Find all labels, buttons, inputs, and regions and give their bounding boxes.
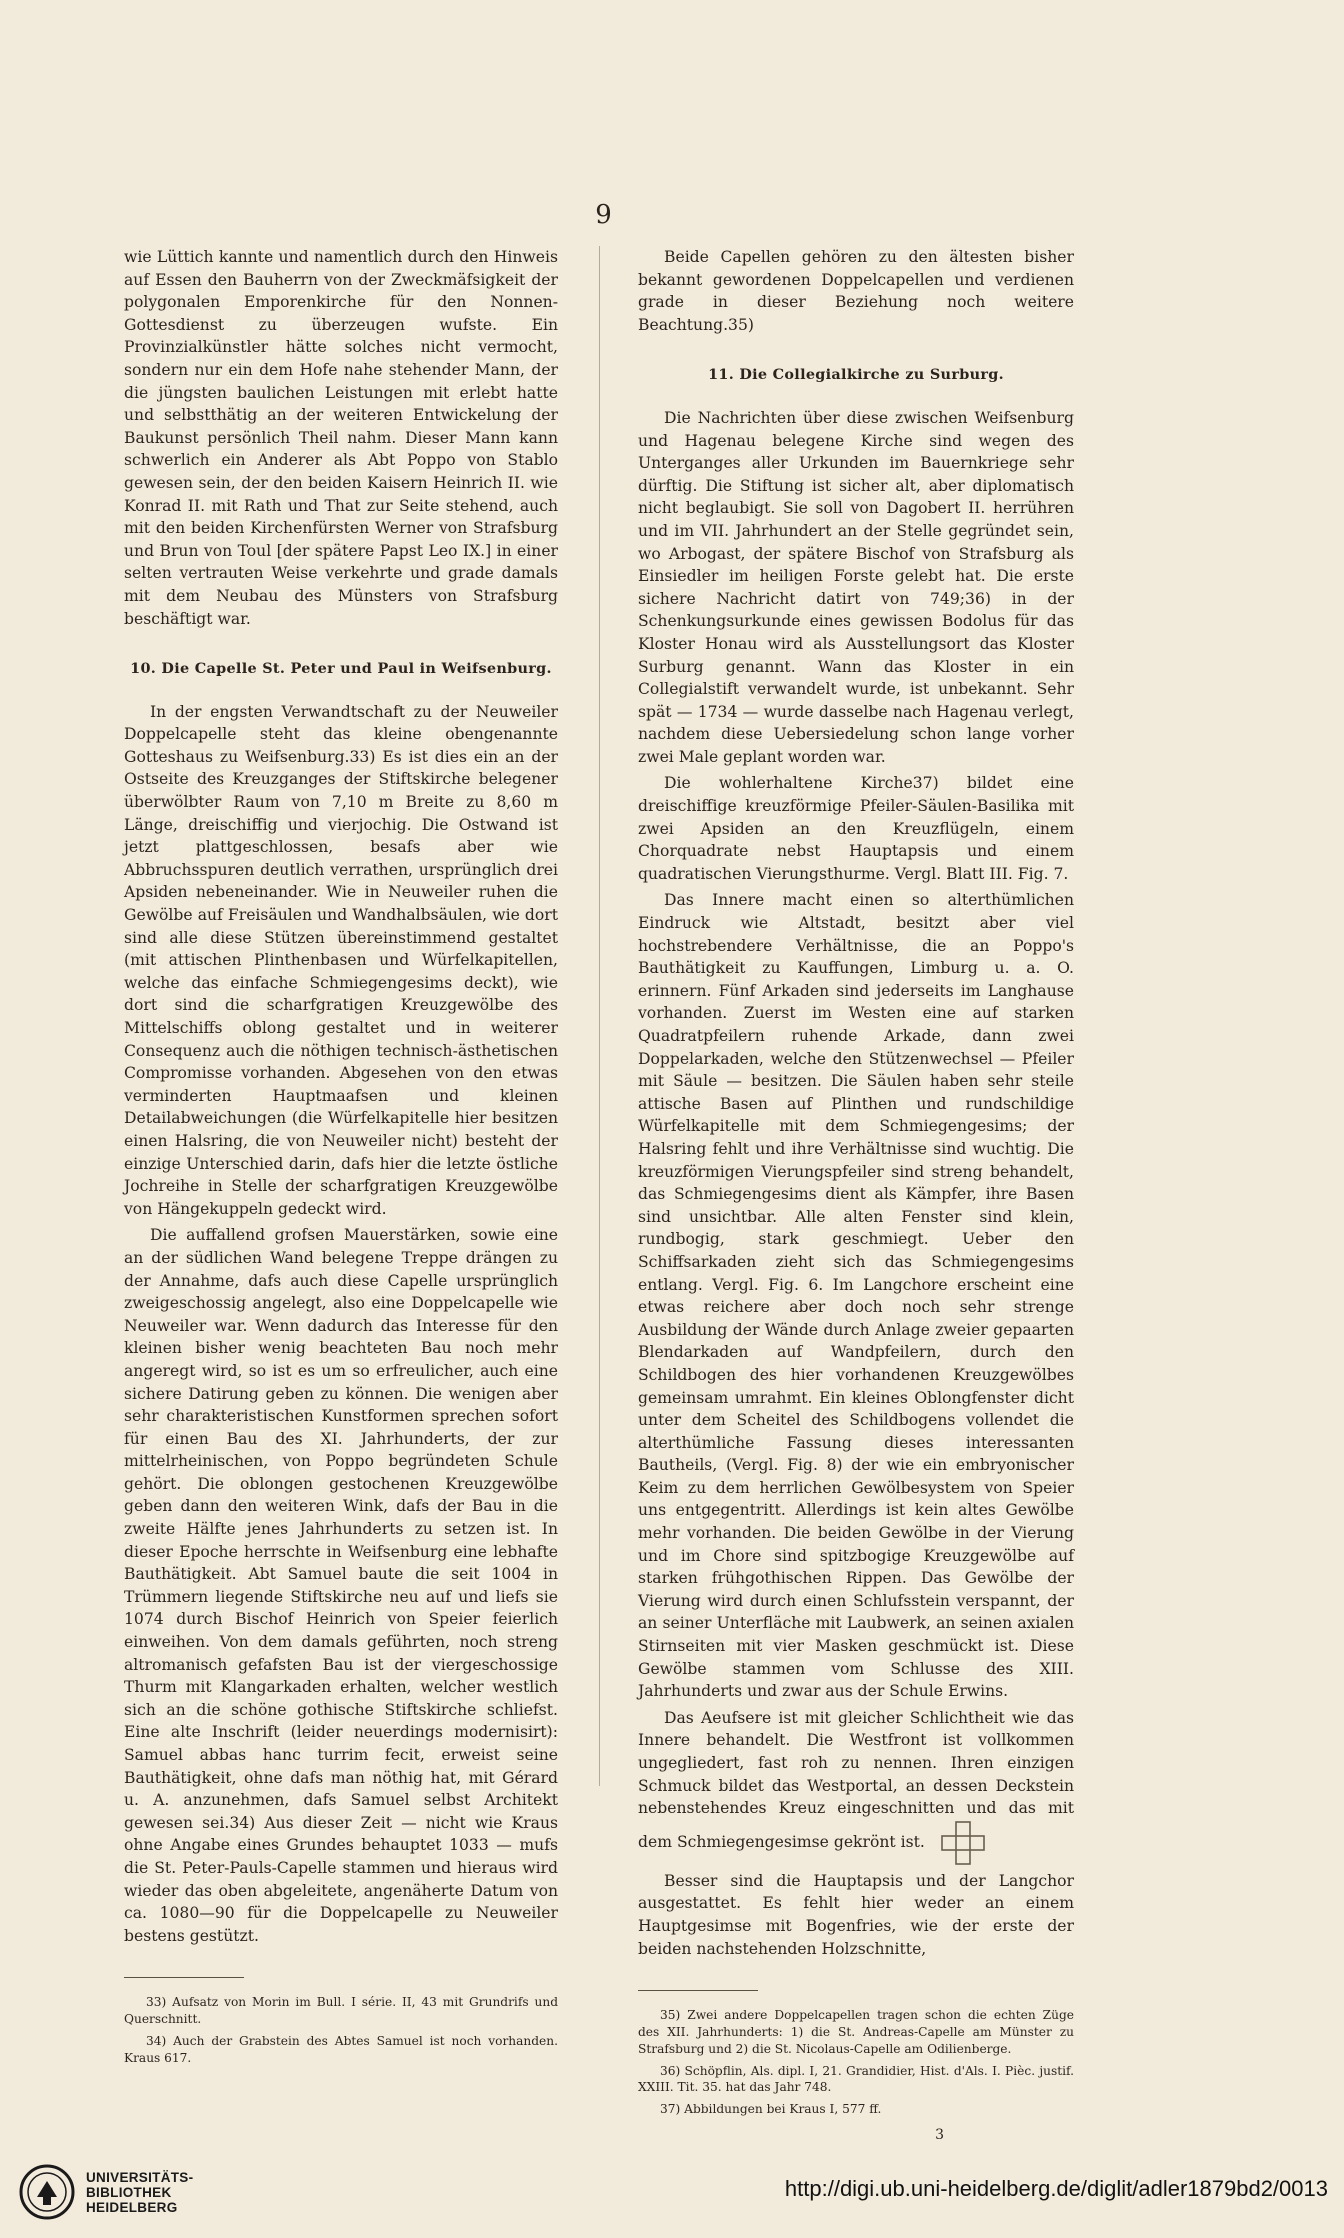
body-paragraph: Das Innere macht einen so alterthümlichen Eindruck wie Altstadt, besitzt aber viel hochstrebendere Verhältnisse, die an Poppo's Bauthätigkeit zu Kauffungen, Limburg u. a. O. erinnern. Fünf Arkaden sind jederseits im Langhause vorhanden. Zuerst im Westen eine auf starken Quadratpfeilern ruhende Arkade, dann zwei Doppelarkaden, welche den Stützenwechsel — Pfeiler mit Säule — besitzen. Die Säulen haben sehr steile attische Basen auf Plinthen und rundschildige Würfelkapitelle mit dem Schmiegengesims; der Halsring fehlt und ihre Verhältnisse sind wuchtig. Die kreuzförmigen Vierungspfeiler sind streng behandelt, das Schmiegengesims dient als Kämpfer, ihre Basen sind unsichtbar. Alle alten Fenster sind klein, rundbogig, stark geschmiegt. Ueber den Schiffsarkaden zieht sich das Schmiegengesims entlang. Vergl. Fig. 6. Im Langchore erscheint eine etwas reichere aber doch noch sehr strenge Ausbildung der Wände durch Anlage zweier gepaarten Blendarkaden auf Wandpfeilern, durch den Schildbogen des hier vorhandenen Kreuzgewölbes gemeinsam umrahmt. Ein kleines Oblongfenster dicht unter dem Scheitel des Schildbogens vollendet die alterthümliche Fassung dieses interessanten Bautheils, (Vergl. Fig. 8) der wie ein embryonischer Keim zu dem herrlichen Gewölbesystem von Speier uns entgegentritt. Allerdings ist kein altes Gewölbe mehr vorhanden. Die beiden Gewölbe in der Vierung und im Chore sind spitzbogige Kreuzgewölbe auf starken frühgothischen Rippen. Das Gewölbe der Vierung wird durch einen Schlufsstein verspannt, der an seiner Unterfläche mit Laubwerk, an seinen axialen Stirnseiten mit vier Masken geschmückt ist. Diese Gewölbe stammen vom Schlusse des XIII. Jahrhunderts und zwar aus der Schule Erwins. [638,891,1074,1701]
footnote: 36) Schöpflin, Als. dipl. I, 21. Grandidier, Hist. d'Als. I. Pièc. justif. XXIII. Tit. 35. hat das Jahr 748. [638,2063,1074,2095]
column-divider [599,246,600,1786]
footnote: 34) Auch der Grabstein des Abtes Samuel ist noch vorhanden. Kraus 617. [124,2033,558,2065]
body-paragraph: In der engsten Verwandtschaft zu der Neuweiler Doppelcapelle steht das kleine obengenannte Gotteshaus zu Weifsenburg.33) Es ist dies ein an der Ostseite des Kreuzganges der Stiftskirche belegener überwölbter Raum von 7,10 m Breite zu 8,60 m Länge, dreischiffig und vierjochig. Die Ostwand ist jetzt plattgeschlossen, besafs aber wie Abbruchsspuren deutlich verrathen, ursprünglich drei Apsiden nebeneinander. Wie in Neuweiler ruhen die Gewölbe auf Freisäulen und Wandhalbsäulen, wie dort sind alle diese Stützen übereinstimmend gestaltet (mit attischen Plinthenbasen und Würfelkapitellen, welche das einfache Schmiegengesims deckt), wie dort sind die scharfgratigen Kreuzgewölbe des Mittelschiffs oblong gestaltet und in weiterer Consequenz auch die nöthigen technisch-ästhetischen Compromisse vorhanden. Abgesehen von den etwas verminderten Hauptmaafsen und kleinen Detailabweichungen (die Würfelkapitelle hier besitzen einen Halsring, die von Neuweiler nicht) besteht der einzige Unterschied darin, dafs hier die letzte östliche Jochreihe in Stelle der scharfgratigen Kreuzgewölbe von Hängekuppeln gedeckt wird. [124,702,558,1218]
exterior-paragraph [638,1707,1074,1866]
left-column [124,246,558,2072]
body-paragraph: Die auffallend grofsen Mauerstärken, sowie eine an der südlichen Wand belegene Treppe drängen zu der Annahme, dafs auch diese Capelle ursprünglich zweigeschossig angelegt, also eine Doppelcapelle wie Neuweiler war. Wenn dadurch das Interesse für den kleinen bisher wenig beachteten Bau noch mehr angeregt wird, so ist es um so erfreulicher, auch eine sichere Datirung geben zu können. Die wenigen aber sehr charakteristischen Kunstformen sprechen sofort für einen Bau des XI. Jahrhunderts, der zur mittelrheinischen, von Poppo begründeten Schule gehört. Die oblongen gestochenen Kreuzgewölbe geben dann den weiteren Wink, dafs der Bau in die zweite Hälfte jenes Jahrhunderts zu setzen ist. In dieser Epoche herrschte in Weifsenburg eine lebhafte Bauthätigkeit. Abt Samuel baute die seit 1004 in Trümmern liegende Stiftskirche neu auf und liefs sie 1074 durch Bischof Heinrich von Speier feierlich einweihen. Von dem damals geführten, noch streng altromanisch gefafsten Bau ist der viergeschossige Thurm mit Klangarkaden erhalten, welcher westlich sich an die schöne gothische Stiftskirche schliefst. Eine alte Inschrift (leider neuerdings modernisirt): Samuel abbas hanc turrim fecit, erweist seine Bauthätigkeit, ohne dafs man nöthig hat, mit Gérard u. A. anzunehmen, dafs Samuel selbst Architekt gewesen sei.34) Aus dieser Zeit — nicht wie Kraus ohne Angabe eines Grundes behauptet 1033 — mufs die St. Peter-Pauls-Capelle stammen und hieraus wird wieder das oben abgeleitete, angenäherte Datum von ca. 1080—90 für die Doppelcapelle zu Neuweiler bestens gestützt. [124,1226,558,1945]
body-paragraph: Die wohlerhaltene Kirche37) bildet eine dreischiffige kreuzförmige Pfeiler-Säulen-Basilika mit zwei Apsiden an den Kreuzflügeln, einem Chorquadrate nebst Hauptapsis und einem quadratischen Vierungsthurme. Vergl. Blatt III. Fig. 7. [638,774,1074,883]
page-number: 9 [595,200,613,230]
section-10-heading: 10. Die Capelle St. Peter und Paul in Weifsenburg. [130,660,552,678]
footnote: 33) Aufsatz von Morin im Bull. I série. II, 43 mit Grundrifs und Querschnitt. [124,1995,558,2027]
footnotes-left [124,1994,558,2066]
section-11-heading: 11. Die Collegialkirche zu Surburg. [708,366,1004,384]
footnotes-right [638,2007,1074,2118]
cross-icon [940,1820,986,1866]
footnote-rule [638,1990,758,1991]
body-paragraph: Besser sind die Hauptapsis und der Langchor ausgestattet. Es fehlt hier weder an einem Hauptgesimse mit Bogenfries, wie der erste der beiden nachstehenden Holzschnitte, [638,1871,1074,1958]
body-paragraph: Die Nachrichten über diese zwischen Weifsenburg und Hagenau belegene Kirche sind wegen des Unterganges aller Urkunden im Bauernkriege sehr dürftig. Die Stiftung ist sicher alt, aber diplomatisch nicht beglaubigt. Sie soll von Dagobert II. herrühren und im VII. Jahrhundert an der Stelle gegründet sein, wo Arbogast, der spätere Bischof von Strafsburg als Einsiedler im heiligen Forste gelebt hat. Die erste sichere Nachricht datirt von 749;36) in der Schenkungsurkunde eines gewissen Bodolus für das Kloster Honau wird als Ausstellungsort das Kloster Surburg genannt. Wann das Kloster in ein Collegialstift verwandelt wurde, ist unbekannt. Sehr spät — 1734 — wurde dasselbe nach Hagenau verlegt, nachdem diese Uebersiedelung schon lange vorher zwei Male geplant worden war. [638,408,1074,766]
right-column [638,246,1074,2147]
intro-paragraph: wie Lüttich kannte und namentlich durch den Hinweis auf Essen den Bauherrn von der Zweckmäfsigkeit der polygonalen Emporenkirche für den Nonnen-Gottesdienst zu überzeugen wufste. Ein Provinzialkünstler hätte solches nicht vermocht, sondern nur ein dem Hofe nahe stehender Mann, der die jüngsten baulichen Leistungen mit erlebt hatte und selbstthätig an der weiteren Entwickelung der Baukunst persönlich Theil nahm. Dieser Mann kann schwerlich ein Anderer als Abt Poppo von Stablo gewesen sein, der den beiden Kaisern Heinrich II. wie Konrad II. mit Rath und That zur Seite stehend, auch mit den beiden Kirchenfürsten Werner von Strafsburg und Brun von Toul [der spätere Papst Leo IX.] in einer selten vertrauten Weise verkehrte und grade damals mit dem Neubau des Münsters von Strafsburg beschäftigt war. [124,248,558,628]
university-seal-icon [18,2163,76,2221]
exterior-text: Das Aeufsere ist mit gleicher Schlichtheit wie das Innere behandelt. Die Westfront ist vollkommen ungegliedert, fast roh zu nennen. Ihren einzigen Schmuck bildet das Westportal, an dessen Deckstein nebenstehendes Kreuz eingeschnitten und das mit dem Schmiegengesimse gekrönt ist. [638,1708,1074,1851]
library-logo [18,2160,193,2224]
intro-paragraph: Beide Capellen gehören zu den ältesten bisher bekannt gewordenen Doppelcapellen und verdienen grade in dieser Beziehung noch weitere Beachtung.35) [638,248,1074,334]
page-url[interactable]: http://digi.ub.uni-heidelberg.de/diglit/adler1879bd2/0013 [784,2176,1328,2201]
footnote-rule [124,1977,244,1978]
footnote: 35) Zwei andere Doppelcapellen tragen schon die echten Züge des XII. Jahrhunderts: 1) die St. Andreas-Capelle am Münster zu Strafsburg und 2) die St. Nicolaus-Capelle am Odilienberge. [638,2008,1074,2056]
signature-mark: 3 [935,2126,944,2143]
library-name: UNIVERSITÄTS- BIBLIOTHEK HEIDELBERG [86,2169,194,2215]
footnote: 37) Abbildungen bei Kraus I, 577 ff. [660,2102,882,2117]
